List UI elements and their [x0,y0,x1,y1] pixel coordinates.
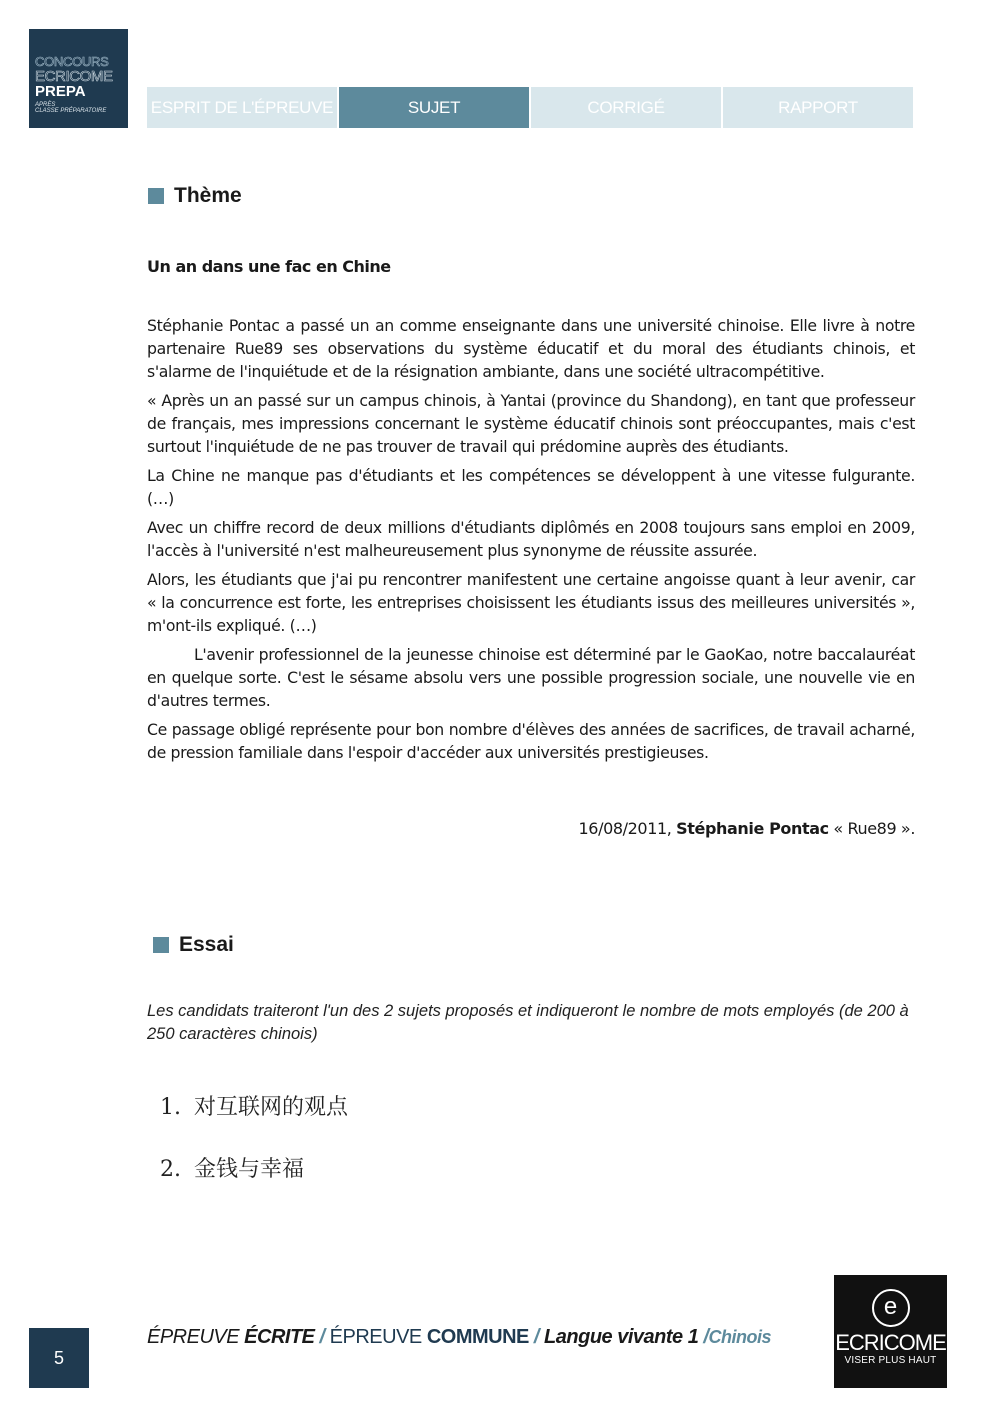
ecricome-prepa-logo [29,29,128,128]
article-title: Un an dans une fac en Chine [147,257,391,276]
topic-number: 1. [160,1095,181,1120]
paragraph: Avec un chiffre record de deux millions d'étudiants diplômés en 2008 toujours sans emploi en 2009, l'accès à l'université n'est malheureusement plus synonyme de réussite assurée. [147,518,915,560]
logo-line-concours: CONCOURS [35,54,109,69]
article-source [579,819,915,838]
footer-ecrite: ÉCRITE [244,1326,315,1348]
footer-separator: / [698,1326,709,1348]
page-number: 5 [29,1328,89,1388]
footer-commune: COMMUNE [426,1326,529,1348]
footer-epreuve-2: ÉPREUVE [329,1326,427,1348]
logo-line-classe: CLASSE PRÉPARATOIRE [35,108,107,114]
theme-heading-text: Thème [174,184,242,207]
essay-instruction: Les candidats traiteront l'un des 2 sujets proposés et indiqueront le nombre de mots employés (de 200 à 250 caractères chinois) [147,1002,909,1043]
paragraph: Stéphanie Pontac a passé un an comme enseignante dans une université chinoise. Elle livre à notre partenaire Rue89 ses observations du système éducatif et du moral des étudiants chinois, et s'alarme de l'inquiétude et de la résignation ambiante, dans une société ultracompétitive. [147,316,915,381]
tab-corrige[interactable]: CORRIGÉ [531,87,721,128]
essay-topic [160,1090,348,1152]
essay-topic [160,1152,348,1214]
paragraph: L'avenir professionnel de la jeunesse chinoise est déterminé par le GaoKao, notre baccalauréat en quelque sorte. C'est le sésame absolu vers une possible progression sociale, une nouvelle vie en d'autres termes. [147,645,915,710]
source-date: 16/08/2011, [578,819,677,838]
footer-breadcrumb [147,1326,771,1349]
topic-text: 对互联网的观点 [194,1095,349,1120]
topic-text: 金钱与幸福 [194,1157,305,1182]
tab-rapport[interactable]: RAPPORT [723,87,913,128]
paragraph: La Chine ne manque pas d'étudiants et les compétences se développent à une vitesse fulgurante. (…) [147,466,915,508]
logo-line-ecricome: ECRICOME [35,68,113,85]
topic-number: 2. [160,1157,181,1182]
footer-epreuve: ÉPREUVE [147,1326,245,1348]
square-bullet-icon [153,937,169,953]
tab-esprit-epreuve[interactable]: ESPRIT DE L'ÉPREUVE [147,87,337,128]
logo-line-apres: APRÈS [35,102,56,108]
section-tabs [147,87,913,128]
paragraph: « Après un an passé sur un campus chinois, à Yantai (province du Shandong), en tant que professeur de français, mes impressions concernant le système éducatif chinois sont préoccupantes, mais c'est surtout l'inquiétude de ne pas trouver de travail qui prédomine auprès des étudiants. [147,391,915,456]
source-outlet: « Rue89 ». [828,819,915,838]
logo-glyph: e [883,1293,898,1320]
ecricome-logo [834,1275,947,1388]
article-body [147,314,915,770]
footer-chinois: Chinois [708,1327,771,1347]
essai-heading-text: Essai [179,933,234,956]
ecricome-e-icon [872,1289,910,1327]
logo-line-prepa: PREPA [35,83,86,100]
footer-separator: / [528,1326,545,1348]
footer-separator: / [314,1326,330,1348]
theme-heading [148,184,242,208]
tab-sujet[interactable]: SUJET [339,87,529,128]
paragraph: Ce passage obligé représente pour bon nombre d'élèves des années de sacrifices, de travail acharné, de pression familiale dans l'espoir d'accéder aux universités prestigieuses. [147,720,915,762]
square-bullet-icon [148,188,164,204]
source-author: Stéphanie Pontac [676,819,829,838]
paragraph: Alors, les étudiants que j'ai pu rencontrer manifestent une certaine angoisse quant à leur avenir, car « la concurrence est forte, les entreprises choisissent les étudiants issus des meilleures universités », m'ont-ils expliqué. (…) [147,570,915,635]
essay-topic-list [160,1090,348,1214]
logo-name: ECRICOME [835,1330,946,1355]
logo-tagline: VISER PLUS HAUT [844,1355,937,1366]
footer-langue: Langue vivante 1 [544,1326,699,1348]
essai-heading [153,933,234,957]
